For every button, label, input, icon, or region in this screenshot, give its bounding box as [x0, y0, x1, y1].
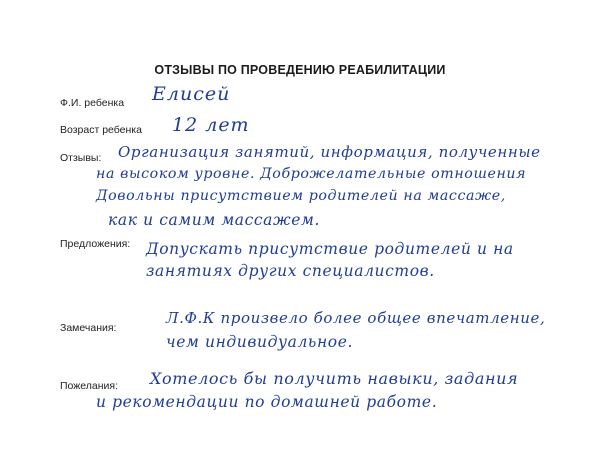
child-age-label: Возраст ребенка	[60, 124, 142, 136]
reviews-line: Довольны присутствием родителей на массаже,	[96, 188, 506, 204]
wishes-line: и рекомендации по домашней работе.	[96, 393, 438, 411]
child-age-value: 12 лет	[172, 114, 250, 136]
child-name-value: Елисей	[152, 83, 231, 105]
suggestions-line: занятиях других специалистов.	[146, 262, 435, 280]
reviews-label: Отзывы:	[60, 152, 102, 164]
reviews-line: как и самим массажем.	[108, 211, 320, 229]
reviews-line: Организация занятий, информация, полученные	[118, 143, 541, 161]
wishes-label: Пожелания:	[60, 380, 119, 392]
remarks-label: Замечания:	[60, 322, 117, 334]
wishes-line: Хотелось бы получить навыки, задания	[150, 369, 519, 388]
reviews-line: на высоком уровне. Доброжелательные отношения	[96, 166, 527, 182]
form-title: ОТЗЫВЫ ПО ПРОВЕДЕНИЮ РЕАБИЛИТАЦИИ	[154, 63, 446, 77]
remarks-line: Л.Ф.К произвело более общее впечатление,	[166, 309, 546, 327]
remarks-line: чем индивидуальное.	[166, 333, 354, 351]
suggestions-label: Предложения:	[60, 238, 131, 250]
child-name-label: Ф.И. ребенка	[60, 97, 125, 109]
suggestions-line: Допускать присутствие родителей и на	[146, 240, 514, 258]
